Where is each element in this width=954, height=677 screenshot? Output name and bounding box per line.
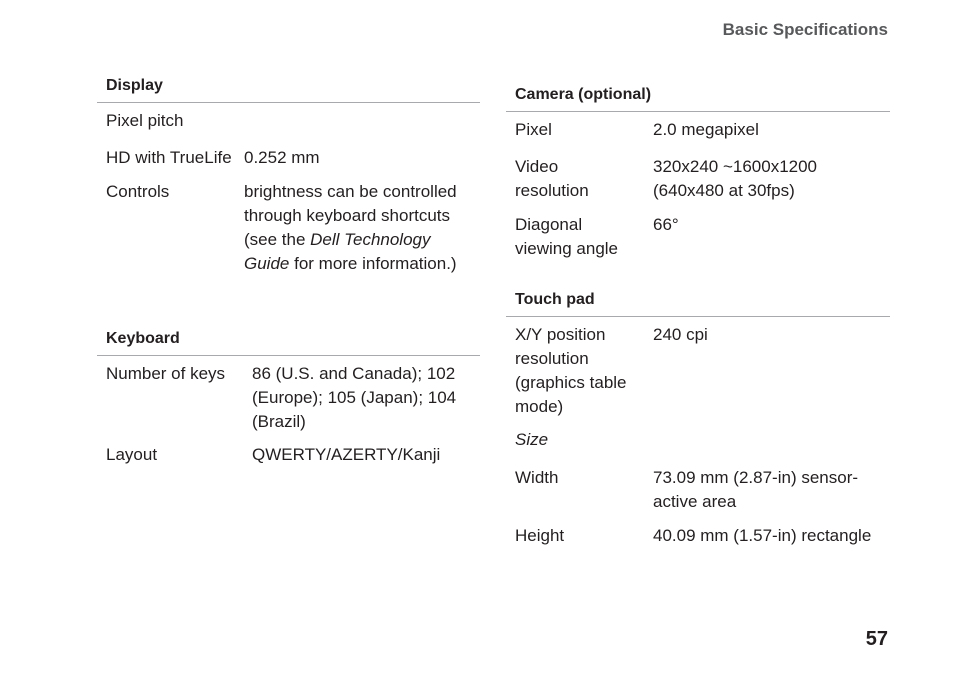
controls-text-end: for more information.) xyxy=(289,254,457,273)
spec-label: Pixel pitch xyxy=(106,111,184,130)
spec-value: 0.252 mm xyxy=(244,148,320,167)
spec-value: 2.0 megapixel xyxy=(653,120,759,139)
spec-label: X/Y position resolution (graphics table mode) xyxy=(515,325,627,416)
spec-row-pixel-pitch xyxy=(97,109,480,133)
camera-section xyxy=(506,85,890,261)
spec-value xyxy=(244,180,480,276)
spec-row-xy-resolution xyxy=(506,323,890,419)
spec-label: HD with TrueLife xyxy=(106,148,232,167)
page-number: 57 xyxy=(865,628,888,650)
spec-label: Number of keys xyxy=(106,364,226,383)
running-header: Basic Specifications xyxy=(722,20,888,39)
keyboard-section xyxy=(97,329,480,467)
spec-row-height xyxy=(506,524,890,548)
display-section xyxy=(97,76,480,276)
spec-row-width xyxy=(506,466,890,514)
spec-label: Video resolution xyxy=(515,157,589,200)
spec-label: Layout xyxy=(106,445,158,464)
spec-row-hd-truelife xyxy=(97,146,480,170)
dell-technology-guide-title: Dell Technology Guide xyxy=(244,230,431,273)
spec-row-number-of-keys xyxy=(97,362,480,434)
touchpad-heading: Touch pad xyxy=(506,290,890,317)
spec-row-pixel xyxy=(506,118,890,142)
controls-text: brightness can be controlled through keyboard shortcuts (see the xyxy=(244,182,457,249)
keyboard-heading: Keyboard xyxy=(97,329,480,356)
spec-value: 240 cpi xyxy=(653,325,708,344)
spec-row-controls xyxy=(97,180,480,276)
spec-value: QWERTY/AZERTY/Kanji xyxy=(252,445,441,464)
display-heading: Display xyxy=(97,76,480,103)
spec-value: 66° xyxy=(653,215,679,234)
spec-row-video-resolution xyxy=(506,155,890,203)
spec-row-layout xyxy=(97,443,480,467)
spec-value: 73.09 mm (2.87-in) sensor- active area xyxy=(653,468,859,511)
spec-label: Height xyxy=(515,526,565,545)
spec-row-viewing-angle xyxy=(506,213,890,261)
spec-label: Controls xyxy=(106,182,170,201)
spec-label: Diagonal viewing angle xyxy=(515,215,619,258)
camera-heading: Camera (optional) xyxy=(506,85,890,112)
size-subheading: Size xyxy=(515,430,549,449)
spec-label: Width xyxy=(515,468,559,487)
spec-value: 320x240 ~1600x1200 (640x480 at 30fps) xyxy=(653,157,818,200)
spec-value: 40.09 mm (1.57-in) rectangle xyxy=(653,526,872,545)
spec-label: Pixel xyxy=(515,120,552,139)
touchpad-section xyxy=(506,290,890,548)
spec-value: 86 (U.S. and Canada); 102 (Europe); 105 (Japan); 104 (Brazil) xyxy=(252,364,457,431)
